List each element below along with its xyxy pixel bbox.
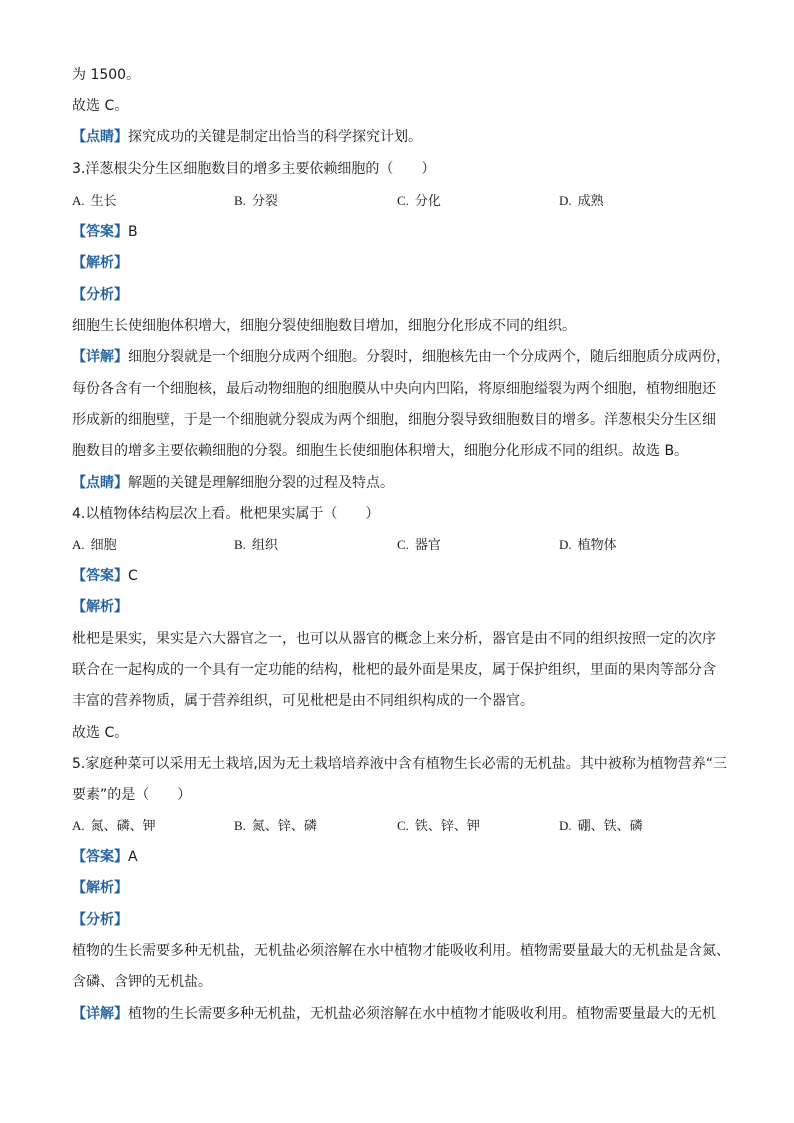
q5-xiangjie-line-1: 【详解】植物的生长需要多种无机盐，无机盐必须溶解在水中植物才能吸收利用。植物需要量最大的无机: [72, 1006, 716, 1022]
q5-option-c: C. 铁、锌、钾: [397, 818, 480, 834]
prev-answer-tail: 为 1500。: [72, 67, 141, 83]
q4-jiexi-line-2: 联合在一起构成的一个具有一定功能的结构，枇杷的最外面是果皮，属于保护组织，里面的果肉等部分含: [72, 662, 716, 678]
q3-xiangjie-line-2: 每份各含有一个细胞核，最后动物细胞的细胞膜从中央向内凹陷，将原细胞缢裂为两个细胞，植物细胞还: [72, 381, 716, 397]
q5-jiexi-tag: 【解析】: [72, 880, 128, 896]
q3-xiangjie-line-1: 【详解】细胞分裂就是一个细胞分成两个细胞。分裂时，细胞核先由一个分成两个，随后细胞质分成两份，: [72, 349, 730, 365]
q4-jiexi-line-3: 丰富的营养物质，属于营养组织，可见枇杷是由不同组织构成的一个器官。: [72, 693, 534, 709]
q4-option-c: C. 器官: [397, 537, 441, 553]
q5-option-b: B. 氮、锌、磷: [234, 818, 317, 834]
q4-option-a: A. 细胞: [72, 537, 117, 553]
prev-dianjing: [72, 127, 422, 147]
q5-fenxi-line-2: 含磷、含钾的无机盐。: [72, 974, 212, 990]
q3-fenxi-text: 细胞生长使细胞体积增大，细胞分裂使细胞数目增加，细胞分化形成不同的组织。: [72, 318, 576, 334]
q5-fenxi-tag: 【分析】: [72, 912, 128, 928]
q3-answer: [72, 222, 138, 242]
q5-fenxi-line-1: 植物的生长需要多种无机盐，无机盐必须溶解在水中植物才能吸收利用。植物需要量最大的无机盐是含氮、: [72, 943, 730, 959]
q5-answer: 【答案】A: [72, 849, 138, 865]
question-5-stem-line-2: 要素”的是（ ）: [72, 787, 192, 803]
q4-answer: 【答案】C: [72, 568, 138, 584]
q3-jiexi-tag: 【解析】: [72, 255, 128, 271]
q3-option-a: A. 生长: [72, 193, 117, 209]
q5-option-d: D. 硼、铁、磷: [559, 818, 643, 834]
q3-xiangjie-line-3: 形成新的细胞壁，于是一个细胞就分裂成为两个细胞，细胞分裂导致细胞数目的增多。洋葱根尖分生区细: [72, 412, 716, 428]
q4-option-b: B. 组织: [234, 537, 278, 553]
question-5-stem-line-1: 5.家庭种菜可以采用无土栽培,因为无土栽培培养液中含有植物生长必需的无机盐。其中被称为植物营养“三: [72, 756, 728, 772]
q3-xiangjie-line-4: 胞数目的增多主要依赖细胞的分裂。细胞生长使细胞体积增大，细胞分化形成不同的组织。故选 B。: [72, 443, 689, 459]
q3-fenxi-tag: 【分析】: [72, 287, 128, 303]
q3-option-c: C. 分化: [397, 193, 441, 209]
answer-tag: 【答案】: [72, 224, 128, 240]
question-3-stem: 3.洋葱根尖分生区细胞数目的增多主要依赖细胞的（ ）: [72, 161, 436, 177]
q4-jiexi-line-1: 枇杷是果实，果实是六大器官之一，也可以从器官的概念上来分析，器官是由不同的组织按照一定的次序: [72, 631, 716, 647]
q4-conclusion: 故选 C。: [72, 725, 129, 741]
q5-option-a: A. 氮、磷、钾: [72, 818, 156, 834]
dianjing-tag: 【点睛】: [72, 129, 128, 145]
q4-option-d: D. 植物体: [559, 537, 617, 553]
q3-option-d: D. 成熟: [559, 193, 604, 209]
q3-dianjing: 【点睛】解题的关键是理解细胞分裂的过程及特点。: [72, 475, 394, 491]
q4-jiexi-tag: 【解析】: [72, 599, 128, 615]
prev-conclusion: 故选 C。: [72, 98, 129, 114]
answer-value: B: [128, 224, 138, 240]
question-4-stem: 4.以植物体结构层次上看。枇杷果实属于（ ）: [72, 506, 380, 522]
dianjing-text: 探究成功的关键是制定出恰当的科学探究计划。: [128, 129, 422, 145]
q3-option-b: B. 分裂: [234, 193, 278, 209]
